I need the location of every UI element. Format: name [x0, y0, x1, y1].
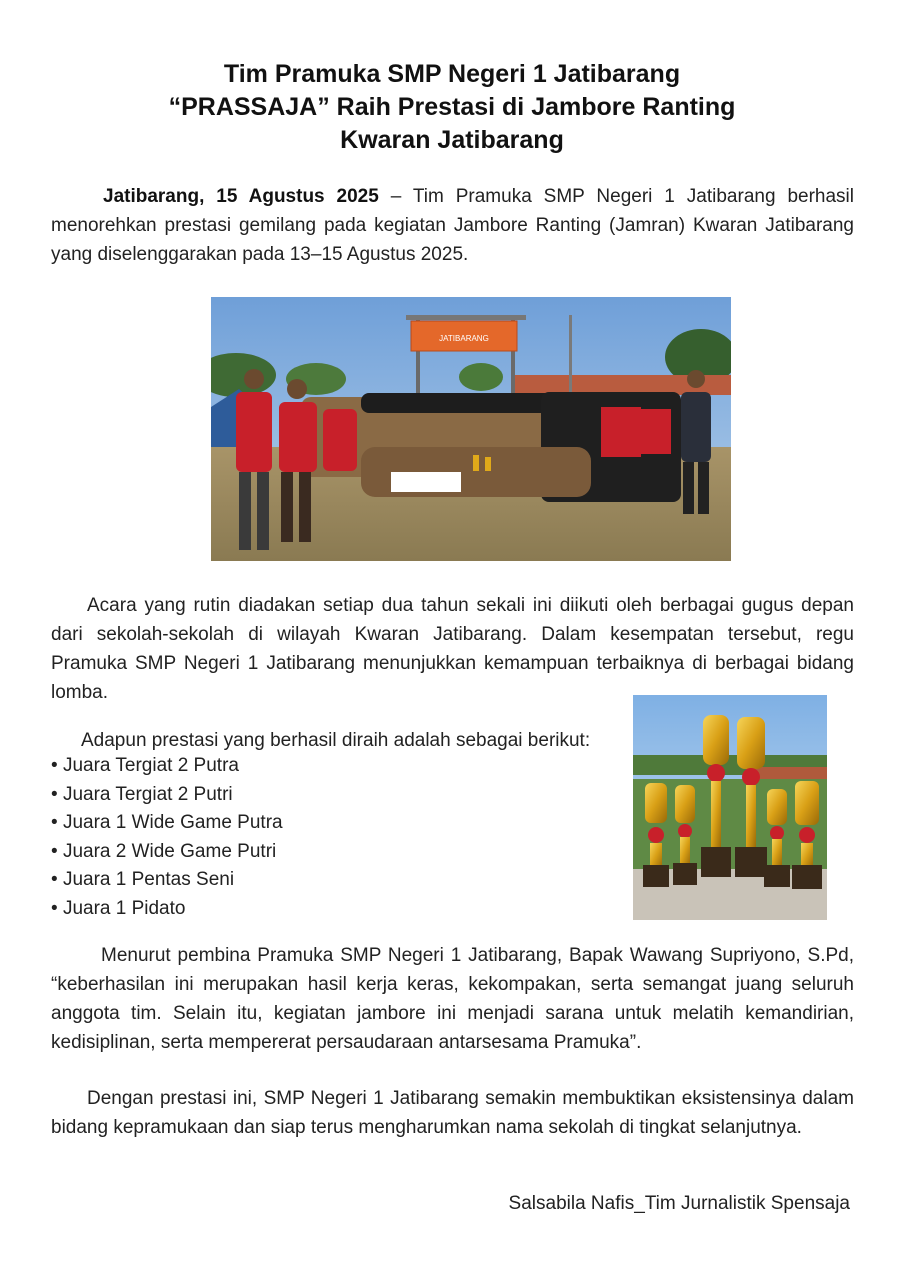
group-photo-illustration	[211, 297, 731, 561]
group-photo	[211, 297, 731, 561]
achievements-list	[51, 752, 283, 924]
intro-paragraph	[51, 182, 854, 269]
title-line-1: Tim Pramuka SMP Negeri 1 Jatibarang	[223, 60, 681, 88]
trophy-photo	[633, 695, 827, 920]
quote-paragraph: Menurut pembina Pramuka SMP Negeri 1 Jatibarang, Bapak Wawang Supriyono, S.Pd, “keberhasilan ini merupakan hasil kerja keras, kekompakan, serta semangat juang seluruh anggota tim. Selain itu, kegiatan jambore ini menjadi sarana untuk melatih kemandirian, kedisiplinan, serta mempererat persaudaraan antarsesama Pramuka”.	[51, 945, 854, 1053]
achievement-item: • Juara Tergiat 2 Putri	[51, 781, 283, 810]
event-paragraph: Acara yang rutin diadakan setiap dua tahun sekali ini diikuti oleh berbagai gugus depan dari sekolah-sekolah di wilayah Kwaran Jatibarang. Dalam kesempatan tersebut, regu Pramuka SMP Negeri 1 Jatibarang menunjukkan kemampuan terbaiknya di berbagai bidang lomba.	[51, 595, 854, 703]
dateline: Jatibarang, 15 Agustus 2025	[103, 186, 379, 207]
achievement-item: • Juara 2 Wide Game Putri	[51, 838, 283, 867]
trophy-photo-illustration	[633, 695, 827, 920]
banner-text: JATIBARANG	[439, 334, 489, 343]
achievements-intro: Adapun prestasi yang berhasil diraih adalah sebagai berikut:	[81, 730, 591, 751]
author-credit: Salsabila Nafis_Tim Jurnalistik Spensaja	[508, 1193, 850, 1214]
title-line-2: “PRASSAJA” Raih Prestasi di Jambore Ranting	[168, 93, 736, 121]
achievement-item: • Juara Tergiat 2 Putra	[51, 752, 283, 781]
title-line-3: Kwaran Jatibarang	[340, 126, 564, 154]
achievement-item: • Juara 1 Pentas Seni	[51, 866, 283, 895]
closing-paragraph: Dengan prestasi ini, SMP Negeri 1 Jatibarang semakin membuktikan eksistensinya dalam bidang kepramukaan dan siap terus mengharumkan nama sekolah di tingkat selanjutnya.	[51, 1088, 854, 1138]
achievement-item: • Juara 1 Pidato	[51, 895, 283, 924]
achievement-item: • Juara 1 Wide Game Putra	[51, 809, 283, 838]
intro-text: – Tim Pramuka SMP Negeri 1 Jatibarang berhasil menorehkan prestasi gemilang pada kegiatan Jambore Ranting (Jamran) Kwaran Jatibarang yang diselenggarakan pada 13–15 Agustus 2025.	[51, 186, 854, 265]
article-title	[60, 58, 844, 157]
